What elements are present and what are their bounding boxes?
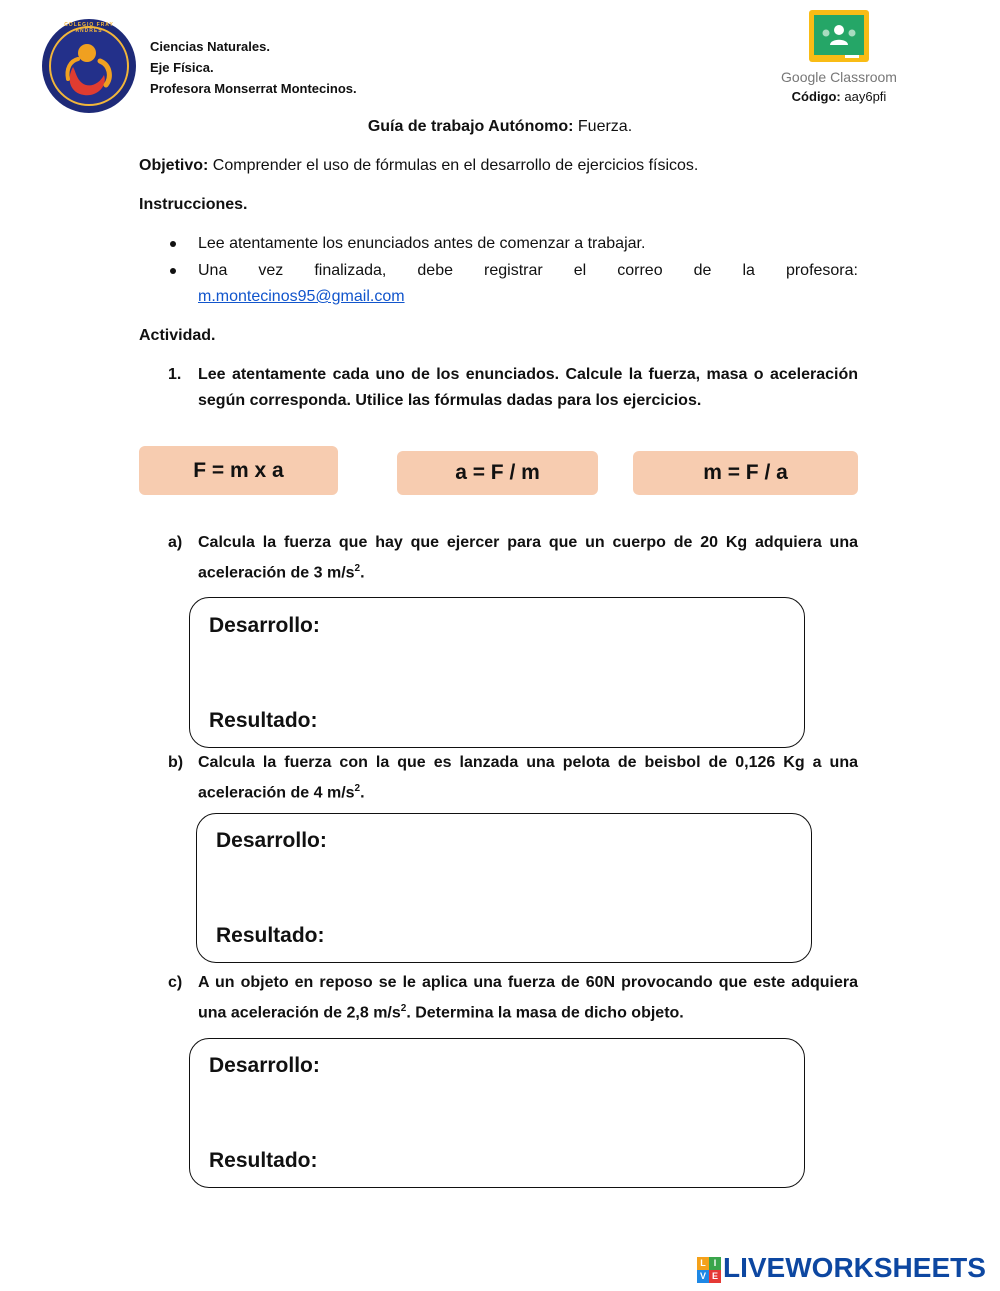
bullet-icon bbox=[170, 241, 176, 247]
instruction-2-word: la bbox=[742, 262, 755, 279]
item-line-2: según corresponda. Utilice las fórmulas dadas para los ejercicios. bbox=[198, 392, 702, 409]
header-info bbox=[150, 36, 357, 99]
exercise-c-line-1: A un objeto en reposo se le aplica una fuerza de 60N provocando que este adquiera bbox=[198, 974, 858, 991]
instruction-2-word: de bbox=[693, 262, 712, 279]
activity-heading: Actividad. bbox=[139, 327, 216, 344]
instruction-2-word: finalizada, bbox=[314, 262, 387, 279]
instruction-2-word: registrar bbox=[484, 262, 543, 279]
bullet-icon bbox=[170, 268, 176, 274]
page-title: Guía de trabajo Autónomo: Fuerza. bbox=[367, 118, 633, 135]
instruction-2-word: el bbox=[573, 262, 587, 279]
code-value: aay6pfi bbox=[844, 89, 887, 104]
instruction-1: Lee atentamente los enunciados antes de comenzar a trabajar. bbox=[198, 235, 646, 252]
objective: Objetivo: Comprender el uso de fórmulas en el desarrollo de ejercicios físicos. bbox=[139, 157, 699, 174]
development-label: Desarrollo: bbox=[209, 614, 320, 637]
exercise-c-letter: c) bbox=[168, 974, 183, 991]
google-classroom-icon bbox=[809, 10, 869, 62]
exercise-b-letter: b) bbox=[168, 754, 184, 771]
axis: Eje Física. bbox=[150, 60, 214, 75]
liveworksheets-brand[interactable]: LIVEWORKSHEETS bbox=[723, 1252, 986, 1283]
result-label: Resultado: bbox=[209, 1149, 318, 1172]
instructions-heading: Instrucciones. bbox=[139, 196, 248, 213]
item-line-1: Lee atentamente cada uno de los enunciados. Calcule la fuerza, masa o aceleración bbox=[198, 366, 858, 383]
formula-mass: m = F / a bbox=[633, 451, 858, 495]
school-logo bbox=[40, 17, 138, 115]
result-label: Resultado: bbox=[209, 709, 318, 732]
exercise-c-line-2: una aceleración de 2,8 $m/s^2$. Determina la masa de dicho objeto. bbox=[198, 1003, 684, 1022]
development-label: Desarrollo: bbox=[216, 829, 327, 852]
teacher: Profesora Monserrat Montecinos. bbox=[150, 81, 357, 96]
instruction-2-word: profesora: bbox=[785, 262, 858, 279]
subject: Ciencias Naturales. bbox=[150, 39, 270, 54]
logo-text: COLEGIO FRAY ANDRES bbox=[64, 22, 114, 34]
exercise-b-line-2: aceleración de 4 $m/s^2$. bbox=[198, 783, 365, 802]
instruction-2-word: debe bbox=[417, 262, 453, 279]
classroom-code: Código: aay6pfi bbox=[791, 89, 887, 104]
liveworksheets-icon: L I V E bbox=[697, 1257, 721, 1283]
formula-force: F = m x a bbox=[139, 446, 338, 495]
exercise-a-letter: a) bbox=[168, 534, 183, 551]
result-label: Resultado: bbox=[216, 924, 325, 947]
instruction-2-word: correo bbox=[617, 262, 663, 279]
instruction-2 bbox=[198, 258, 858, 284]
teacher-email-link[interactable]: m.montecinos95@gmail.com bbox=[198, 288, 405, 305]
formula-acceleration: a = F / m bbox=[397, 451, 598, 495]
development-label: Desarrollo: bbox=[209, 1054, 320, 1077]
item-number: 1. bbox=[168, 366, 182, 383]
exercise-a-line-1: Calcula la fuerza que hay que ejercer para que un cuerpo de 20 Kg adquiera una bbox=[198, 534, 858, 551]
instruction-2-word: Una bbox=[198, 262, 228, 279]
instruction-2-word: vez bbox=[258, 262, 284, 279]
exercise-b-line-1: Calcula la fuerza con la que es lanzada una pelota de beisbol de 0,126 Kg a una bbox=[198, 754, 858, 771]
exercise-a-line-2: aceleración de 3 $m/s^2$. bbox=[198, 563, 365, 582]
classroom-brand: Google Classroom bbox=[781, 69, 897, 85]
